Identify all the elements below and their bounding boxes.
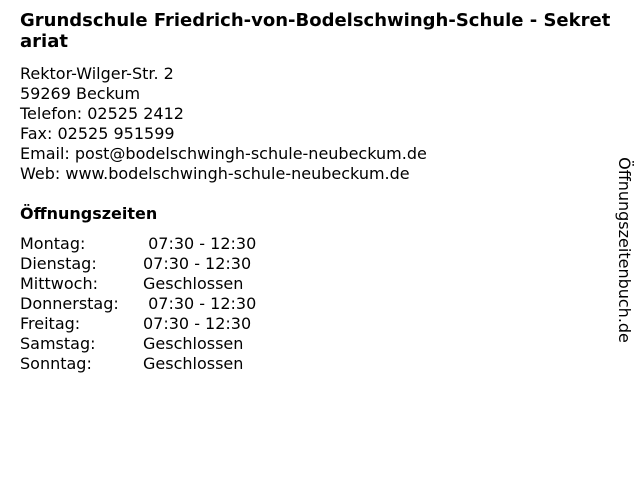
hours-day: Dienstag: <box>20 254 97 273</box>
hours-value: 07:30 - 12:30 <box>143 294 257 313</box>
hours-day: Sonntag: <box>20 354 92 373</box>
website-address: Web: www.bodelschwingh-schule-neubeckum.de <box>20 164 410 183</box>
hours-row-tuesday <box>20 254 256 274</box>
hours-day: Mittwoch: <box>20 274 98 293</box>
hours-value: Geschlossen <box>143 354 244 373</box>
page-title: Grundschule Friedrich-von-Bodelschwingh-Schule - Sekretariat <box>20 10 611 52</box>
hours-row-wednesday <box>20 274 256 294</box>
hours-value: Geschlossen <box>143 274 244 293</box>
hours-value: 07:30 - 12:30 <box>143 254 252 273</box>
hours-day: Samstag: <box>20 334 96 353</box>
hours-value: Geschlossen <box>143 334 244 353</box>
hours-day: Donnerstag: <box>20 294 119 313</box>
opening-hours-heading: Öffnungszeiten <box>20 204 158 223</box>
fax-number: Fax: 02525 951599 <box>20 124 175 143</box>
hours-value: 07:30 - 12:30 <box>143 314 252 333</box>
hours-row-monday <box>20 234 256 254</box>
phone-number: Telefon: 02525 2412 <box>20 104 184 123</box>
hours-day: Freitag: <box>20 314 81 333</box>
email-address: Email: post@bodelschwingh-schule-neubeckum.de <box>20 144 427 163</box>
hours-row-sunday <box>20 354 256 374</box>
postal-city: 59269 Beckum <box>20 84 141 103</box>
brand-watermark <box>611 135 637 365</box>
address-block <box>20 64 427 184</box>
street-address: Rektor-Wilger-Str. 2 <box>20 64 174 83</box>
hours-row-saturday <box>20 334 256 354</box>
hours-row-friday <box>20 314 256 334</box>
opening-hours-table <box>20 234 256 374</box>
brand-text: Öffnungszeitenbuch.de <box>615 157 635 343</box>
hours-day: Montag: <box>20 234 86 253</box>
hours-row-thursday <box>20 294 256 314</box>
hours-value: 07:30 - 12:30 <box>143 234 257 253</box>
